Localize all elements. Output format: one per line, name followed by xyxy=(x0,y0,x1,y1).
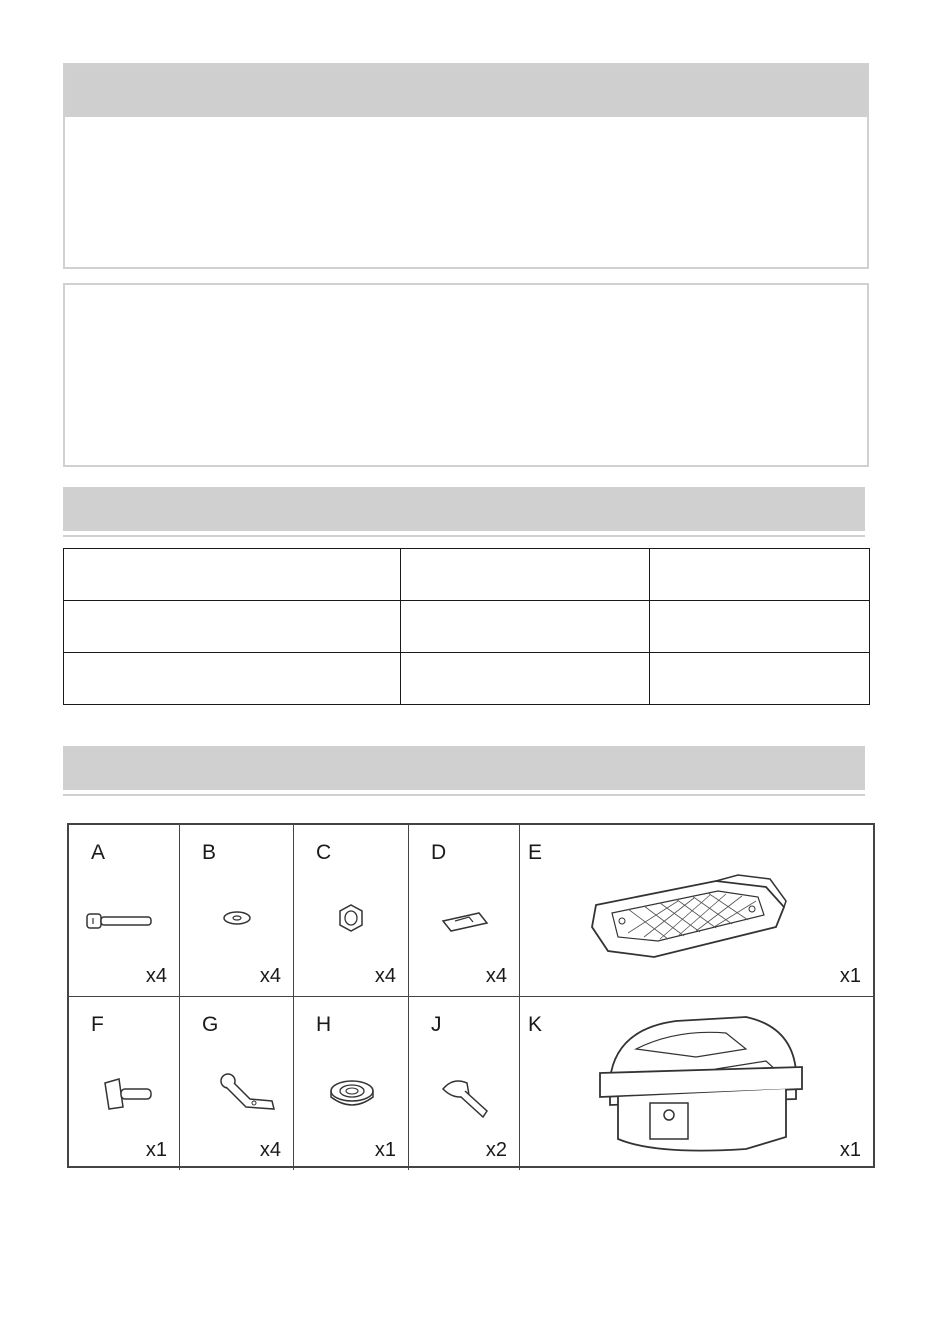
washer-icon xyxy=(222,909,252,927)
info-box-2 xyxy=(63,283,869,467)
info-box-1 xyxy=(63,63,869,269)
table-cell xyxy=(401,653,650,705)
part-quantity: x1 xyxy=(145,1139,167,1161)
bolt-icon xyxy=(85,911,155,931)
part-letter: B xyxy=(202,841,217,864)
part-cell-e xyxy=(520,825,873,997)
part-letter: A xyxy=(91,841,106,864)
part-cell-k xyxy=(520,997,873,1170)
part-cell-a xyxy=(69,825,180,997)
part-cell-b xyxy=(180,825,294,997)
section-divider xyxy=(63,794,865,796)
section-header-bar xyxy=(63,746,865,790)
top-case-icon xyxy=(596,1009,806,1159)
part-cell-d xyxy=(409,825,520,997)
part-quantity: x4 xyxy=(259,1139,281,1161)
part-quantity: x4 xyxy=(374,965,396,987)
clip-nut-icon xyxy=(439,909,491,935)
part-cell-g xyxy=(180,997,294,1170)
part-cell-j xyxy=(409,997,520,1170)
table-row xyxy=(64,549,870,601)
part-quantity: x1 xyxy=(839,965,861,987)
table-cell xyxy=(401,601,650,653)
part-quantity: x2 xyxy=(485,1139,507,1161)
part-cell-f xyxy=(69,997,180,1170)
part-letter: J xyxy=(431,1013,442,1036)
section-header-bar xyxy=(63,487,865,531)
key-icon xyxy=(439,1075,495,1119)
part-letter: C xyxy=(316,841,332,864)
part-letter: E xyxy=(528,841,543,864)
section-divider xyxy=(63,535,865,537)
grommet-icon xyxy=(328,1077,376,1113)
part-letter: F xyxy=(91,1013,104,1036)
part-letter: H xyxy=(316,1013,332,1036)
knob-icon xyxy=(99,1073,155,1113)
bracket-icon xyxy=(216,1071,278,1115)
part-quantity: x4 xyxy=(485,965,507,987)
mounting-plate-icon xyxy=(588,871,788,963)
parts-grid xyxy=(67,823,875,1168)
part-letter: G xyxy=(202,1013,219,1036)
table-row xyxy=(64,601,870,653)
part-quantity: x1 xyxy=(839,1139,861,1161)
nut-icon xyxy=(337,903,365,933)
part-letter: D xyxy=(431,841,447,864)
part-quantity: x4 xyxy=(145,965,167,987)
table-cell xyxy=(64,549,401,601)
part-quantity: x1 xyxy=(374,1139,396,1161)
table-cell xyxy=(64,601,401,653)
table-row xyxy=(64,653,870,705)
table-cell xyxy=(650,549,870,601)
spec-table xyxy=(63,548,870,705)
part-cell-c xyxy=(294,825,409,997)
table-cell xyxy=(64,653,401,705)
table-cell xyxy=(401,549,650,601)
info-box-1-header xyxy=(65,65,867,117)
part-letter: K xyxy=(528,1013,543,1036)
part-cell-h xyxy=(294,997,409,1170)
part-quantity: x4 xyxy=(259,965,281,987)
table-cell xyxy=(650,653,870,705)
table-cell xyxy=(650,601,870,653)
